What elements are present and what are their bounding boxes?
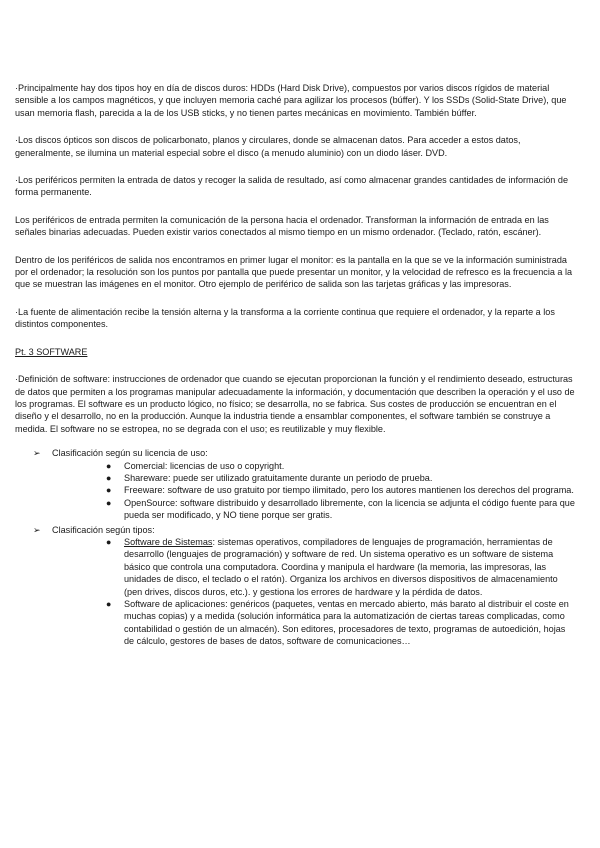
dot-bullet-icon: ● <box>106 497 112 508</box>
paragraph-hard-drives: ·Principalmente hay dos tipos hoy en día de discos duros: HDDs (Hard Disk Drive), compuestos por varios discos rígidos de material sensible a los campos magnéticos, y que incluyen memoria caché para agilizar los procesos (búffer). Y los SSDs (Solid-State Drive), que usan memoria flash, parecida a la de los USB sticks, y no tienen partes mecánicas en movimiento. También búffer. <box>15 83 567 118</box>
license-classification <box>15 447 575 523</box>
application-software-text: Software de aplicaciones: genéricos (paquetes, ventas en mercado abierto, más barato al distribuir el coste en muchas copias) y a medida (solución informática para la automatización de ciertas tareas complicadas, como contabilidad o gestión de un almacén). Son editores, procesadores de texto, programas de autoedición, hojas de cálculo, gestores de bases de datos, software de comunicaciones… <box>124 599 569 647</box>
list-item: ● Shareware: puede ser utilizado gratuitamente durante un periodo de prueba. <box>106 472 433 483</box>
type-items <box>52 536 575 650</box>
dot-bullet-icon: ● <box>106 460 112 471</box>
paragraph-optical-discs: ·Los discos ópticos son discos de policarbonato, planos y circulares, donde se almacenan datos. Para acceder a estos datos, generalmente, se ilumina un material especial sobre el disco (a menudo aluminio) con un diodo láser. DVD. <box>15 135 521 158</box>
system-software-text: : sistemas operativos, compiladores de lenguajes de programación, herramientas de desarrollo (lenguajes de programación) y software de red. Un sistema operativo es un software de sistema básico que controla una computadora. Coordina y manipula el hardware (la memoria, las impresoras, las unidades de disco, el teclado o el ratón). Organiza los archivos en diversos dispositivos de almacenamiento (pen drives, discos duros, etc.). y gestiona los errores de hardware y la pérdida de datos. <box>124 536 558 597</box>
type-classification-title: Clasificación según tipos: <box>52 524 155 535</box>
license-items <box>52 460 575 524</box>
paragraph-software-definition: ·Definición de software: instrucciones de ordenador que cuando se ejecutan proporcionan la función y el rendimiento deseado, estructuras de datos que permiten a los programas manipular adecuadamente la información, y documentación que describen la operación y el uso de los programas. El software es un producto lógico, no físico; se desarrolla, no se fabrica. Sus costes de producción se encuentran en el diseño y el desarrollo, no en la producción. Aunque la industria tiende a ensamblar componentes, el software también se construye a medida. El software no se estropea, no se degrada con el uso; es reutilizable y muy flexible. <box>15 374 575 434</box>
paragraph-input-peripherals: Los periféricos de entrada permiten la comunicación de la persona hacia el ordenador. Transforman la información de entrada en las señales binarias adecuadas. Pueden existir varios conectados al mismo tiempo en un mismo ordenador. (Teclado, ratón, escáner). <box>15 214 549 238</box>
classification-list <box>15 447 575 650</box>
section-heading: Pt. 3 SOFTWARE <box>15 346 88 357</box>
dot-bullet-icon: ● <box>106 485 112 496</box>
system-software-label: Software de Sistemas <box>124 536 213 547</box>
type-classification <box>15 524 575 650</box>
paragraph-output-peripherals: Dentro de los periféricos de salida nos encontramos en primer lugar el monitor: es la pantalla en la que se ve la información suministrada por el ordenador; la resolución son los puntos por pantalla que puede presentar un monitor, y la velocidad de refresco es la frecuencia a la que se muestran las imágenes en el monitor. Otro ejemplo de periférico de salida son las tarjetas gráficas y las impresoras. <box>15 254 573 290</box>
list-item: ● OpenSource: software distribuido y desarrollado libremente, con la licencia se adjunta el código fuente para que pueda ser modificado, y NO tiene porque ser gratis. <box>106 497 575 521</box>
list-item-system-software <box>52 536 575 598</box>
list-item-application-software <box>52 598 575 648</box>
dot-bullet-icon: ● <box>106 472 112 483</box>
paragraph-peripherals: ·Los periféricos permiten la entrada de datos y recoger la salida de resultado, así como almacenar grandes cantidades de información de forma permanente. <box>15 175 569 198</box>
arrow-bullet-icon: ➢ <box>33 448 41 459</box>
dot-bullet-icon: ● <box>106 599 112 609</box>
list-item: ● Comercial: licencias de uso o copyright. <box>106 460 285 471</box>
list-item: ● Freeware: software de uso gratuito por tiempo ilimitado, pero los autores mantienen los derechos del programa. <box>106 485 574 496</box>
arrow-bullet-icon: ➢ <box>33 524 41 535</box>
license-classification-title: Clasificación según su licencia de uso: <box>52 448 208 459</box>
paragraph-power-supply: ·La fuente de alimentación recibe la tensión alterna y la transforma a la corriente continua que requiere el ordenador, y la reparte a los distintos componentes. <box>15 306 555 330</box>
dot-bullet-icon: ● <box>106 536 112 547</box>
